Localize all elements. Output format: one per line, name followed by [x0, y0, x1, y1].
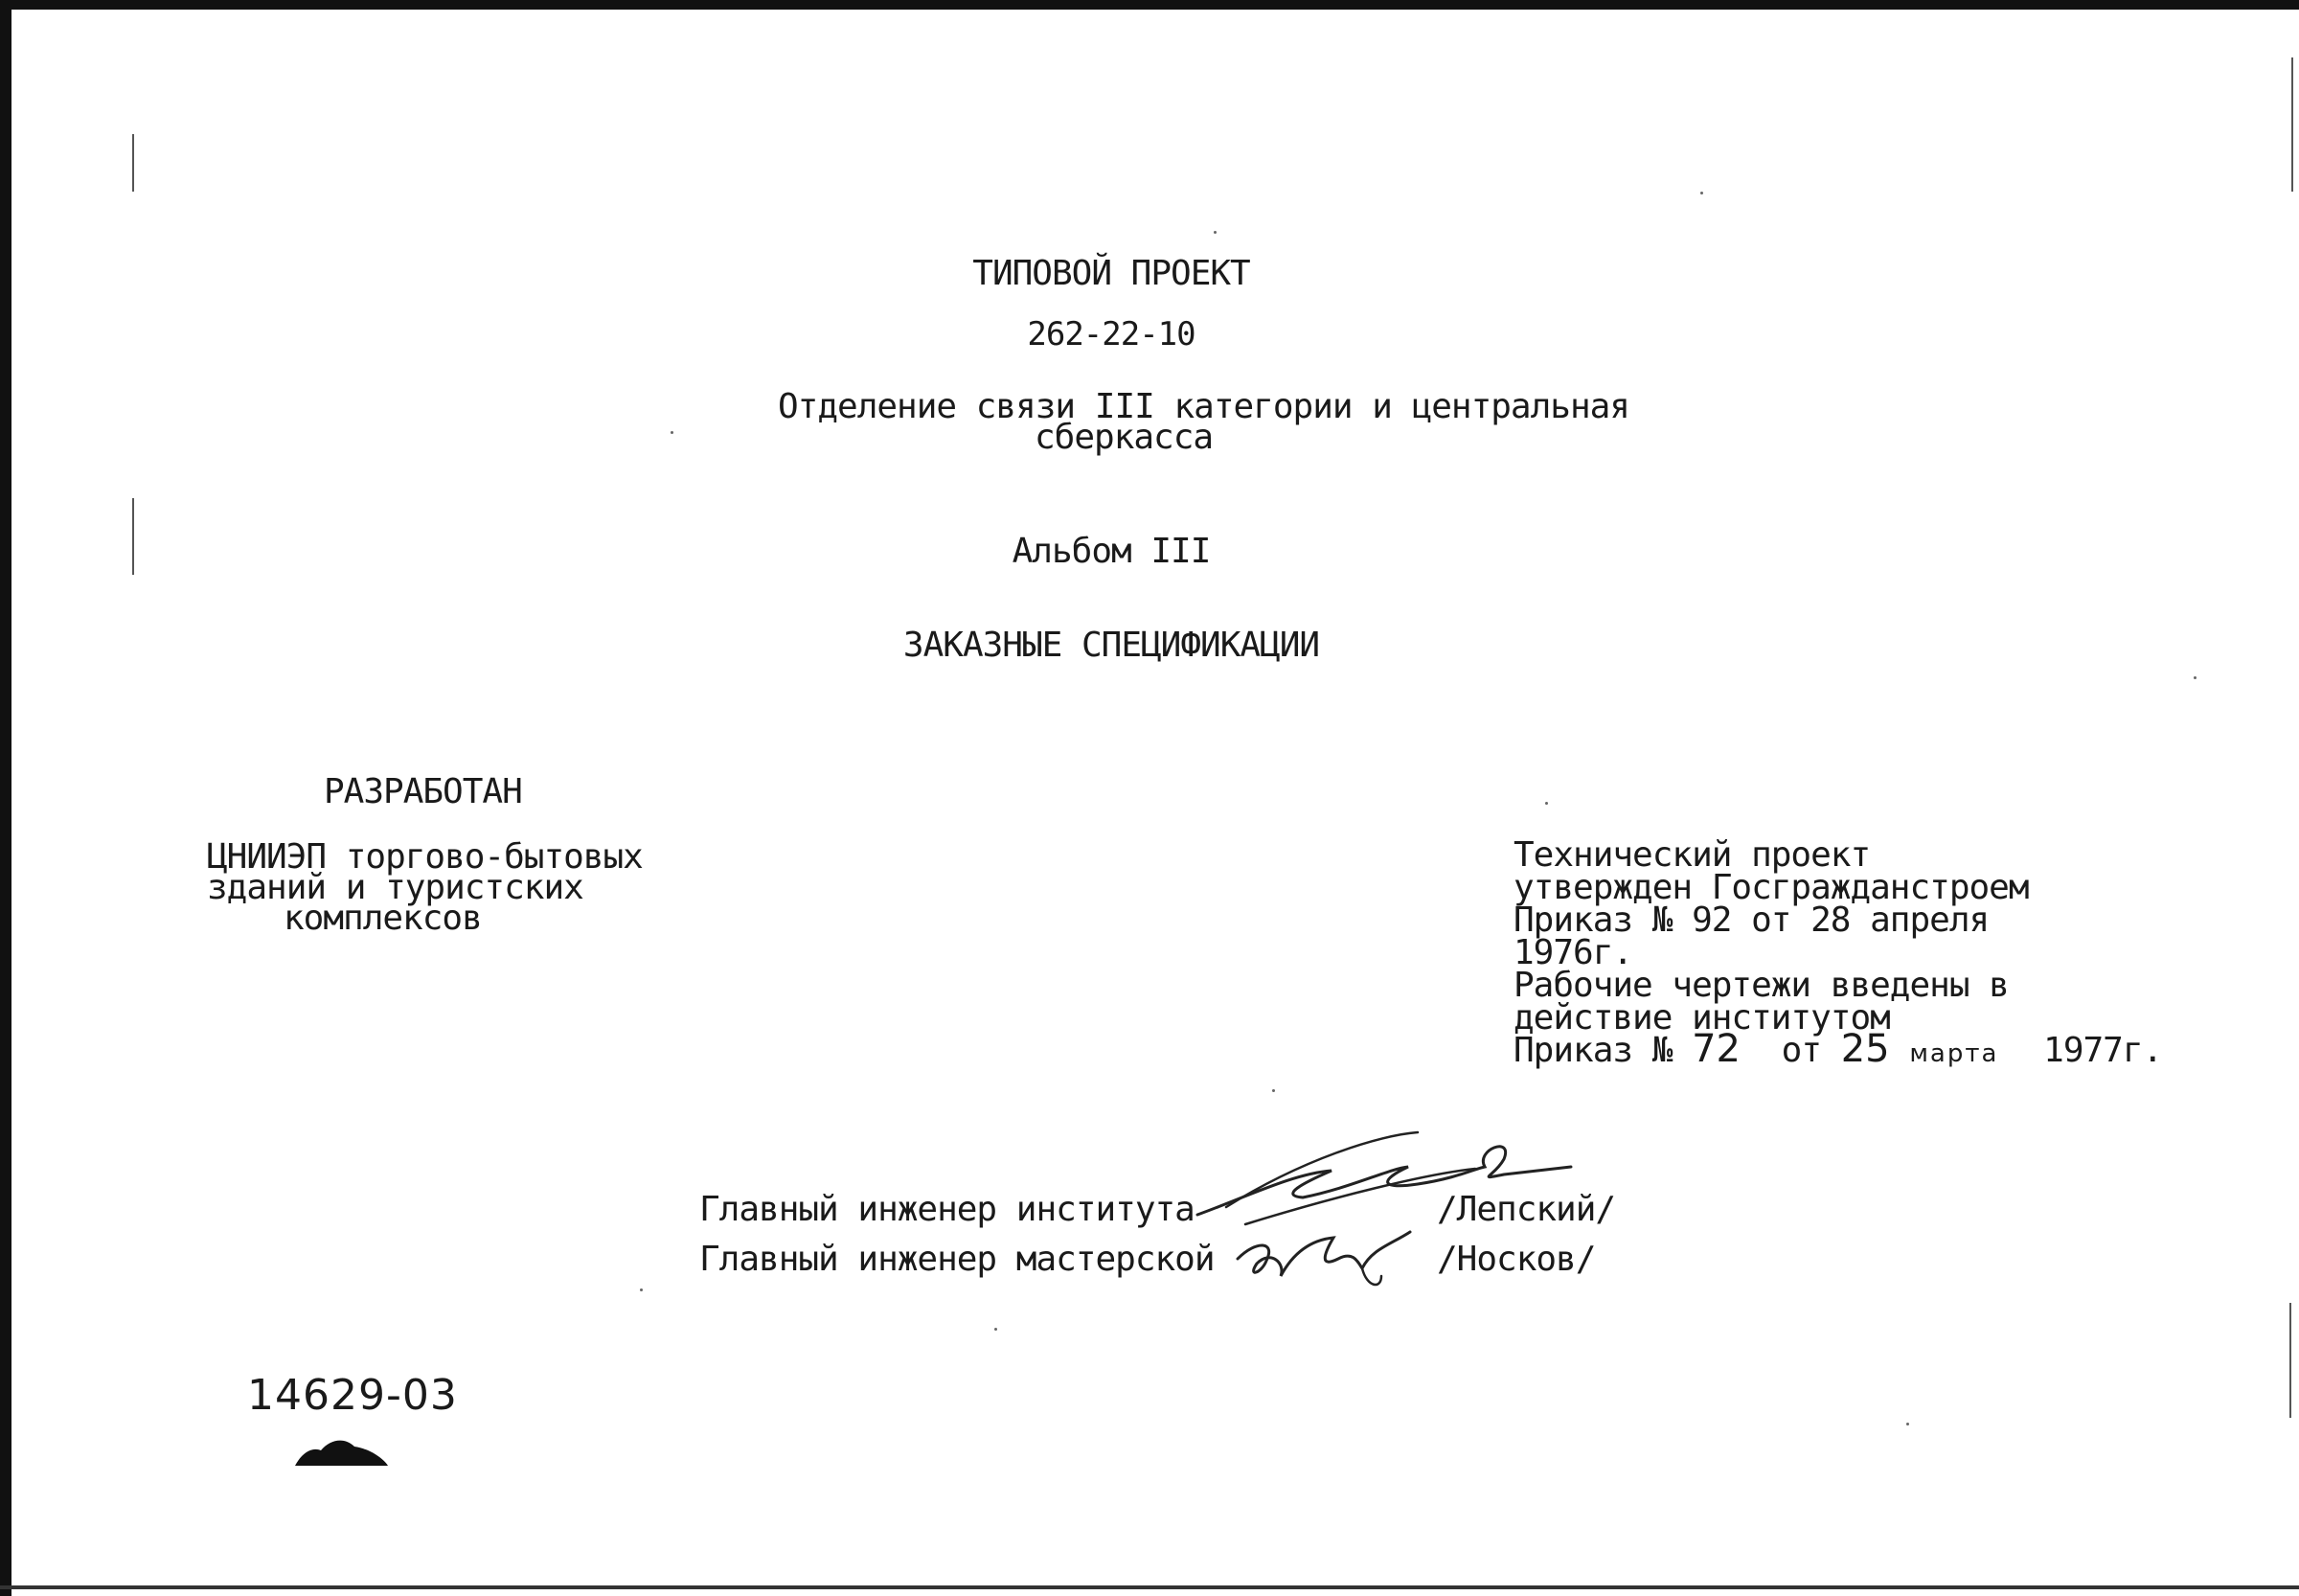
- scan-mark: [132, 134, 134, 192]
- chief-institute-title: Главный инженер института: [699, 1190, 1195, 1229]
- scan-speck: [1906, 1423, 1909, 1425]
- developer-line2: зданий и туристских: [207, 868, 583, 907]
- chief-institute-name: /Лепский/: [1437, 1190, 1616, 1229]
- project-subject-line1: Отделение связи III категории и центральная: [778, 387, 1629, 426]
- approval-line1: Технический проект: [1514, 835, 1871, 875]
- approval-order-year: 1977г.: [2043, 1031, 2163, 1070]
- approval-order-number: 72: [1692, 1027, 1741, 1071]
- scan-speck: [1545, 802, 1548, 805]
- ink-blot-mark: [287, 1429, 393, 1472]
- approval-line7: [1514, 1027, 2163, 1072]
- developer-heading: РАЗРАБОТАН: [324, 772, 522, 811]
- scan-mark: [2291, 57, 2293, 192]
- signature-lepsky: [1188, 1121, 1590, 1236]
- scan-border-bottom: [0, 1585, 2299, 1589]
- approval-line6: действие институтом: [1514, 998, 1890, 1037]
- scan-speck: [2194, 676, 2197, 679]
- scan-border-top: [0, 0, 2299, 10]
- developer-line3: комплексов: [284, 899, 482, 938]
- approval-order-prefix: Приказ №: [1514, 1031, 1673, 1070]
- album-label: Альбом III: [1012, 532, 1211, 571]
- scan-border-left: [0, 0, 11, 1596]
- developer-line1: ЦНИИЭП торгово-бытовых: [207, 837, 643, 877]
- archive-number: 14629-03: [247, 1371, 458, 1420]
- scan-speck: [671, 431, 673, 434]
- signature-noskov: [1228, 1220, 1420, 1297]
- approval-order-day: 25: [1840, 1027, 1890, 1071]
- scan-mark: [2289, 1303, 2291, 1418]
- scan-speck: [1700, 192, 1703, 194]
- scan-mark: [132, 498, 134, 575]
- scan-speck: [1214, 231, 1217, 234]
- approval-line3: Приказ № 92 от 28 апреля: [1514, 901, 1990, 940]
- approval-order-from: от: [1781, 1031, 1822, 1070]
- scan-speck: [640, 1288, 643, 1291]
- scan-speck: [994, 1328, 997, 1331]
- approval-line5: Рабочие чертежи введены в: [1514, 966, 2009, 1005]
- section-title: ЗАКАЗНЫЕ СПЕЦИФИКАЦИИ: [902, 626, 1320, 665]
- chief-workshop-name: /Носков/: [1437, 1240, 1596, 1279]
- document-title: ТИПОВОЙ ПРОЕКТ: [972, 254, 1250, 293]
- chief-workshop-title: Главный инженер мастерской: [699, 1240, 1215, 1279]
- project-subject-line2: сберкасса: [1035, 418, 1214, 457]
- approval-order-month: марта: [1909, 1039, 1999, 1068]
- approval-line2: утвержден Госгражданстроем: [1514, 868, 2029, 907]
- approval-line4: 1976г.: [1514, 933, 1633, 972]
- scan-speck: [1272, 1089, 1275, 1092]
- project-number: 262-22-10: [1027, 315, 1195, 353]
